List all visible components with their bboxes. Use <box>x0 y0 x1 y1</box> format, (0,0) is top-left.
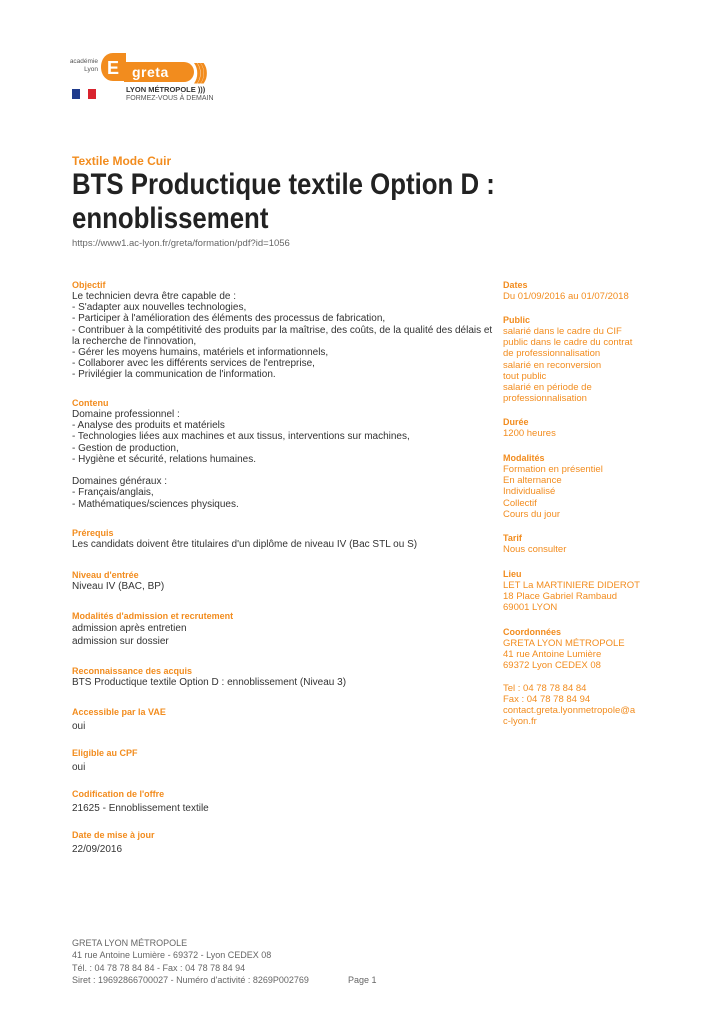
section-modalites-admission <box>72 610 497 648</box>
footer-address: 41 rue Antoine Lumière - 69372 - Lyon CEDEX 08 <box>72 950 272 961</box>
dates-text: Du 01/09/2016 au 01/07/2018 <box>503 291 629 302</box>
lieu-label: Lieu <box>503 569 522 579</box>
cpf-label: Eligible au CPF <box>72 748 138 758</box>
footer-organization: GRETA LYON MÉTROPOLE <box>72 938 188 948</box>
side-modalites <box>503 452 643 520</box>
modalites-admission-label: Modalités d'admission et recrutement <box>72 611 234 621</box>
side-public <box>503 314 643 404</box>
codification-label: Codification de l'offre <box>72 789 165 799</box>
lieu-text: LET La MARTINIERE DIDEROT 18 Place Gabriel Rambaud 69001 LYON <box>503 580 640 614</box>
section-codification <box>72 788 497 814</box>
date-mise-a-jour-label: Date de mise à jour <box>72 830 155 840</box>
dates-label: Dates <box>503 280 528 290</box>
side-dates <box>503 279 643 302</box>
vae-text: oui <box>72 721 86 732</box>
tarif-text: Nous consulter <box>503 544 567 555</box>
tarif-label: Tarif <box>503 533 522 543</box>
section-niveau-entree <box>72 569 497 592</box>
coordonnees-label: Coordonnées <box>503 627 562 637</box>
vae-label: Accessible par la VAE <box>72 707 166 717</box>
coordonnees-text[interactable]: GRETA LYON MÉTROPOLE 41 rue Antoine Lumière 69372 Lyon CEDEX 08 Tel : 04 78 78 84 84 Fax : 04 78 78 84 94 contact.greta.lyonmetropole@ac-lyon.fr <box>503 638 636 728</box>
logo-tagline: FORMEZ-VOUS À DEMAIN <box>126 95 214 102</box>
objectif-label: Objectif <box>72 280 106 290</box>
duree-text: 1200 heures <box>503 428 556 439</box>
modalites-label: Modalités <box>503 453 545 463</box>
page-title: BTS Productique textile Option D : ennoblissement <box>72 168 495 235</box>
side-tarif <box>503 532 643 555</box>
prerequis-text: Les candidats doivent être titulaires d'un diplôme de niveau IV (Bac STL ou S) <box>72 539 418 550</box>
waves-icon: ))) <box>194 59 204 84</box>
duree-label: Durée <box>503 417 529 427</box>
reconnaissance-text: BTS Productique textile Option D : ennoblissement (Niveau 3) <box>72 677 347 688</box>
page-number: Page 1 <box>348 975 377 985</box>
side-coordonnees <box>503 626 638 728</box>
section-prerequis <box>72 527 497 550</box>
objectif-text: Le technicien devra être capable de : - S'adapter aux nouvelles technologies, - Participer à l'amélioration des éléments des processus de fabrication, - Contribuer à la compétitivité des produits par la maîtrise, des coûts, de la qualité des délais et la recherche de l'innovation, - Gérer les moyens humains, matériels et informationnels, - Collaborer avec les différents services de l'entreprise, - Privilégier la communication de l'information. <box>72 291 493 381</box>
footer <box>72 937 309 987</box>
section-contenu <box>72 397 497 510</box>
section-date-mise-a-jour <box>72 829 497 855</box>
public-text: salarié dans le cadre du CIF public dans le cadre du contrat de professionnalisation salarié en reconversion tout public salarié en période de professionnalisation <box>503 326 633 405</box>
public-label: Public <box>503 315 531 325</box>
source-url[interactable]: https://www1.ac-lyon.fr/greta/formation/pdf?id=1056 <box>72 238 290 249</box>
niveau-entree-text: Niveau IV (BAC, BP) <box>72 581 165 592</box>
cpf-text: oui <box>72 762 86 773</box>
codification-text: 21625 - Ennoblissement textile <box>72 803 209 814</box>
logo-line-lyon-metropole: LYON MÉTROPOLE ))) <box>126 85 206 94</box>
section-reconnaissance <box>72 665 497 688</box>
marianne-flag-icon <box>72 86 96 96</box>
modalites-text: Formation en présentiel En alternance Individualisé Collectif Cours du jour <box>503 464 603 520</box>
reconnaissance-label: Reconnaissance des acquis <box>72 666 193 676</box>
prerequis-label: Prérequis <box>72 528 114 538</box>
section-objectif <box>72 279 497 381</box>
modalites-admission-text: admission après entretien admission sur dossier <box>72 623 187 647</box>
side-lieu <box>503 568 643 614</box>
greta-logo <box>68 50 218 106</box>
section-cpf <box>72 747 497 773</box>
date-mise-a-jour-text: 22/09/2016 <box>72 844 123 855</box>
footer-siret: Siret : 19692866700027 - Numéro d'activité : 8269P002769 <box>72 975 309 986</box>
niveau-entree-label: Niveau d'entrée <box>72 570 139 580</box>
greta-brand-label: greta <box>124 62 194 82</box>
contenu-text: Domaine professionnel : - Analyse des produits et matériels - Technologies liées aux machines et aux tissus, interventions sur machines, - Gestion de production, - Hygiène et sécurité, relations humaines. Domaines généraux : - Français/anglais, - Mathématiques/sciences physiques. <box>72 409 410 510</box>
side-duree <box>503 416 643 439</box>
svg-text:E: E <box>107 58 120 78</box>
category-label: Textile Mode Cuir <box>72 154 172 168</box>
footer-phone-fax: Tél. : 04 78 78 84 84 - Fax : 04 78 78 84 94 <box>72 962 246 973</box>
section-vae <box>72 706 497 732</box>
contenu-label: Contenu <box>72 398 109 408</box>
letter-e-icon <box>100 52 126 82</box>
academie-lyon-text: académie Lyon <box>69 58 98 73</box>
